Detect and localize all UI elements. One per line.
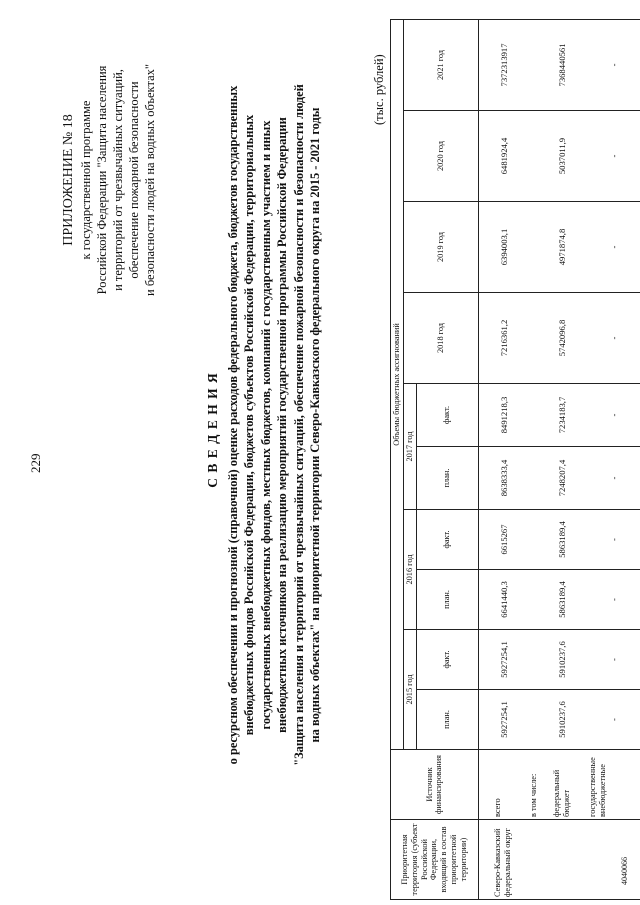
value-cell: - — [582, 690, 640, 750]
appendix-line: Российской Федерации "Защита населения — [94, 65, 109, 295]
value-cell: 7372313917 — [478, 19, 528, 110]
header-volumes: Объемы бюджетных ассигнований — [391, 19, 404, 749]
value-cell: - — [582, 447, 640, 510]
value-cell — [528, 384, 542, 447]
header-year-2018: 2018 год — [403, 293, 478, 384]
value-cell: 5910237,6 — [542, 690, 582, 750]
value-cell: 6615267 — [478, 510, 528, 570]
header-fact: факт. — [416, 630, 478, 690]
header-source: Источник финансирования — [391, 750, 479, 820]
appendix-line: к государственной программе — [78, 100, 93, 260]
document-title: С В Е Д Е Н И Я — [205, 372, 220, 488]
value-cell: - — [582, 630, 640, 690]
value-cell: 7248207,4 — [542, 447, 582, 510]
value-cell — [528, 202, 542, 293]
value-cell: 6641440,3 — [478, 570, 528, 630]
header-plan: план. — [416, 690, 478, 750]
subtitle-line: о ресурсном обеспечении и прогнозной (справочной) оценке расходов федерального бюджета, бюджетов государственных — [226, 85, 240, 765]
value-cell: 6481924,4 — [478, 111, 528, 202]
value-cell: - — [582, 202, 640, 293]
value-cell: 8638333,4 — [478, 447, 528, 510]
value-cell: 5863189,4 — [542, 510, 582, 570]
subtitle-line: государственных внебюджетных фондов, местных бюджетов, компаний с государственным участием и иных — [258, 120, 273, 730]
value-cell — [528, 19, 542, 110]
subtitle-line: "Защита населения и территорий от чрезвычайных ситуаций, обеспечение пожарной безопасности и безопасности людей — [291, 84, 306, 766]
value-cell: - — [582, 293, 640, 384]
header-fact: факт. — [416, 384, 478, 447]
header-plan: план. — [416, 447, 478, 510]
appendix-block — [60, 15, 158, 345]
source-cell: государственные внебюджетные — [582, 750, 640, 820]
value-cell — [528, 293, 542, 384]
subtitle-line: внебюджетных фондов Российской Федерации, бюджетов субъектов Российской Федерации, территориальных — [242, 114, 257, 736]
header-year-2020: 2020 год — [403, 111, 478, 202]
value-cell: 7368440561 — [542, 19, 582, 110]
header-plan: план. — [416, 570, 478, 630]
value-cell: 4971874,8 — [542, 202, 582, 293]
header-year-2019: 2019 год — [403, 202, 478, 293]
value-cell: 8491218,3 — [478, 384, 528, 447]
header-year-2017: 2017 год — [403, 384, 416, 510]
value-cell: 6394003,1 — [478, 202, 528, 293]
value-cell — [528, 630, 542, 690]
header-territory: Приоритетная территория (субъект Российской Федерации, входящий в состав приоритетной территории) — [391, 820, 479, 900]
value-cell: - — [582, 111, 640, 202]
value-cell: - — [582, 384, 640, 447]
subtitle-line: на водных объектах" на приоритетной территории Северо-Кавказского федерального округа на 2015 - 2021 годы — [307, 107, 322, 743]
value-cell — [528, 510, 542, 570]
header-year-2015: 2015 год — [403, 630, 416, 750]
subtitle-line: внебюджетных источников на реализацию мероприятий государственной программы Российской Федерации — [275, 117, 290, 733]
appendix-line: и территорий от чрезвычайных ситуаций, — [110, 69, 125, 291]
value-cell: 7234183,7 — [542, 384, 582, 447]
header-fact: факт. — [416, 510, 478, 570]
value-cell: - — [582, 19, 640, 110]
value-cell: 5863189,4 — [542, 570, 582, 630]
value-cell: 7216361,2 — [478, 293, 528, 384]
value-cell: 5742096,8 — [542, 293, 582, 384]
funding-table — [390, 19, 640, 900]
source-cell: в том числе: — [528, 750, 542, 820]
value-cell: - — [582, 570, 640, 630]
header-year-2016: 2016 год — [403, 510, 416, 630]
value-cell: - — [582, 510, 640, 570]
value-cell — [528, 570, 542, 630]
footer-code: 4040066 — [620, 857, 629, 885]
appendix-line: обеспечение пожарной безопасности — [126, 81, 141, 279]
value-cell: 5927254,1 — [478, 690, 528, 750]
appendix-heading: ПРИЛОЖЕНИЕ № 18 — [61, 114, 76, 246]
value-cell: 5037011,9 — [542, 111, 582, 202]
territory-cell: Северо-Кавказский федеральный округ — [478, 820, 640, 900]
value-cell: 5927254,1 — [478, 630, 528, 690]
value-cell — [528, 690, 542, 750]
source-cell: федеральный бюджет — [542, 750, 582, 820]
appendix-line: и безопасности людей на водных объектах" — [142, 64, 157, 296]
header-year-2021: 2021 год — [403, 19, 478, 110]
value-cell — [528, 111, 542, 202]
value-cell: 5910237,6 — [542, 630, 582, 690]
source-cell: всего — [478, 750, 528, 820]
page-number: 229 — [28, 453, 43, 473]
value-cell — [528, 447, 542, 510]
document-subtitle — [225, 0, 323, 855]
units-label: (тыс. рублей) — [372, 54, 386, 125]
